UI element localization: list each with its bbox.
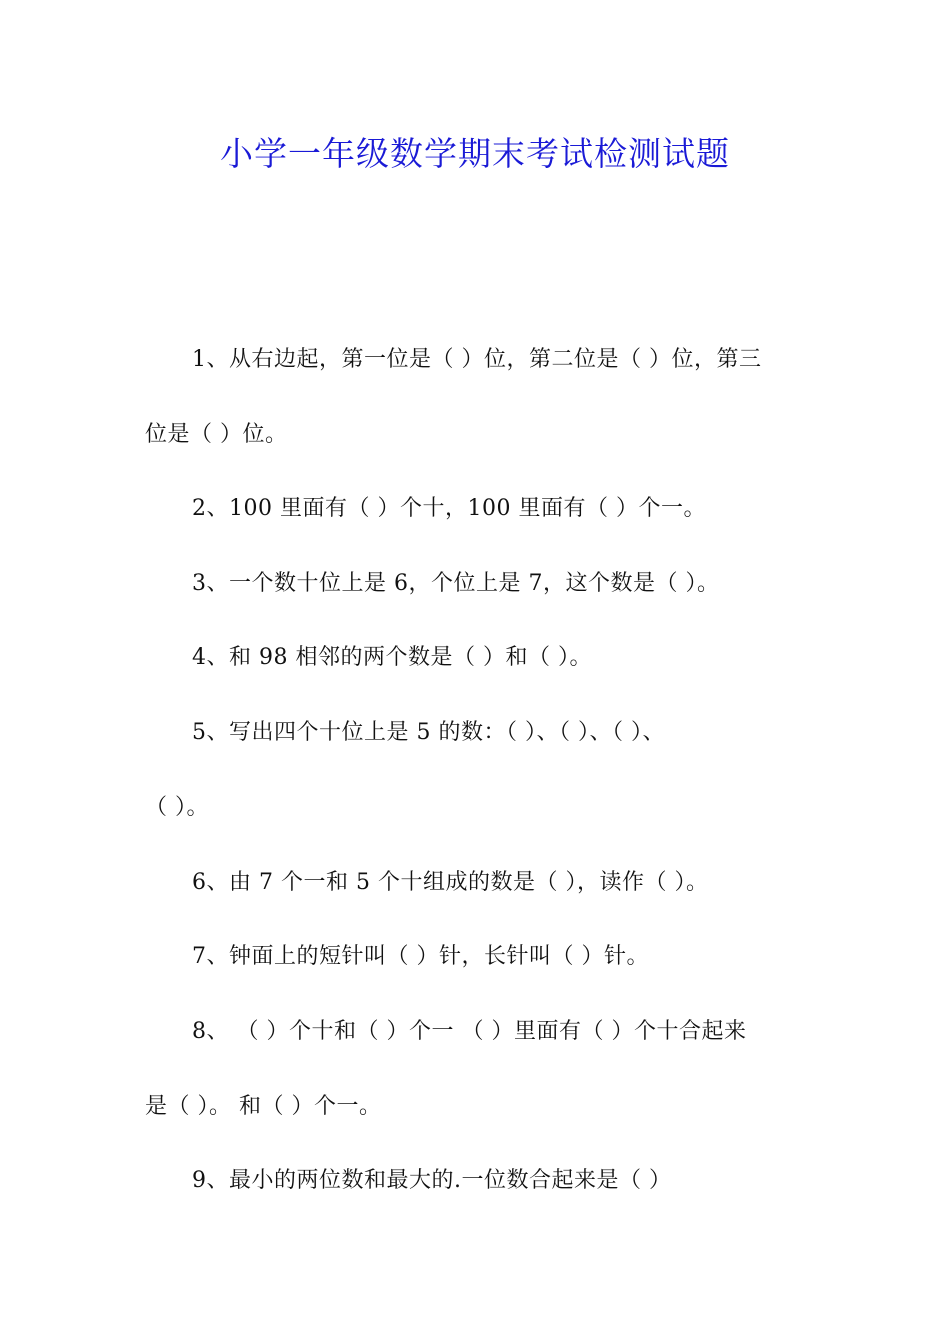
question-2: 2、100 里面有（ ）个十，100 里面有（ ）个一。 <box>192 496 706 521</box>
question-1-line-1: 1、从右边起，第一位是（ ）位，第二位是（ ）位，第三 <box>192 347 762 372</box>
question-7: 7、钟面上的短针叫（ ）针，长针叫（ ）针。 <box>192 944 649 969</box>
question-4: 4、和 98 相邻的两个数是（ ）和（ ）。 <box>192 645 592 670</box>
question-1-line-2: 位是（ ）位。 <box>145 422 288 447</box>
question-8-line-2: 是（ ）。 和（ ）个一。 <box>145 1094 382 1119</box>
question-5-line-1: 5、写出四个十位上是 5 的数：（ ）、（ ）、（ ）、 <box>192 720 665 745</box>
question-5-line-2: （ ）。 <box>145 795 209 820</box>
question-6: 6、由 7 个一和 5 个十组成的数是（ ），读作（ ）。 <box>192 870 709 895</box>
document-title: 小学一年级数学期末考试检测试题 <box>220 134 730 173</box>
question-3: 3、一个数十位上是 6，个位上是 7，这个数是（ ）。 <box>192 571 720 596</box>
question-9: 9、最小的两位数和最大的.一位数合起来是（ ） <box>192 1168 672 1193</box>
question-8-line-1: 8、 （ ）个十和（ ）个一 （ ）里面有（ ）个十合起来 <box>192 1019 747 1044</box>
